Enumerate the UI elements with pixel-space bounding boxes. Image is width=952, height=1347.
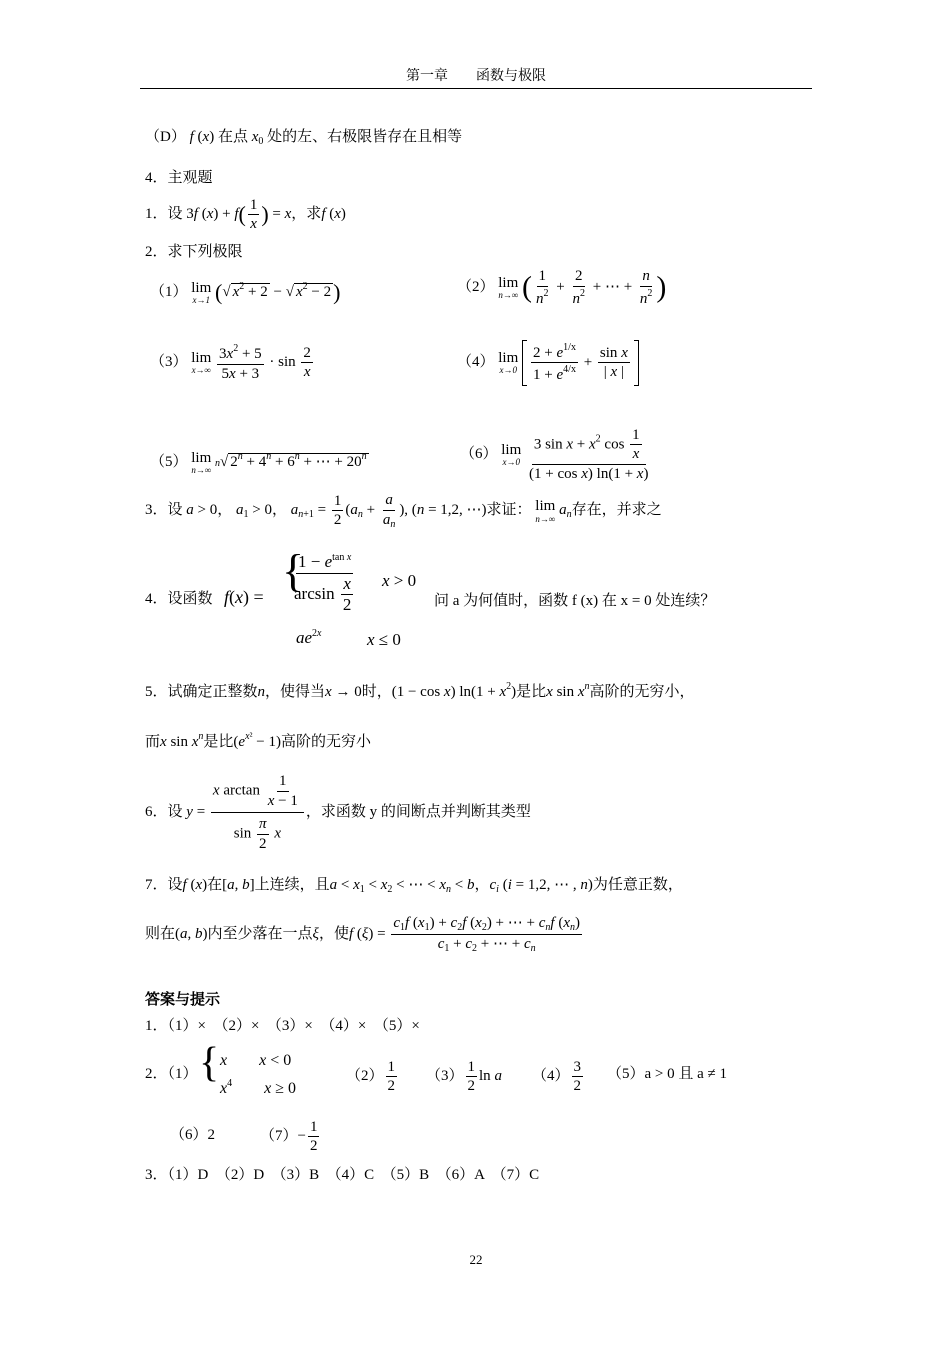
answers-row-3: 3．（1）D （2）D （3）B （4）C （5）B （6）A （7）C xyxy=(145,1167,540,1183)
option-d-label: （D） xyxy=(145,129,186,145)
limit-6: （6） lim x→0 3 $\sin x + x^2$ cos $\frac{1}{x}$ (1 + cos x) ln(1 + x) xyxy=(460,426,649,482)
brace-icon: { xyxy=(199,1040,220,1086)
answers-row-1: 1．（1）× （2）× （3）× （4）× （5）× xyxy=(145,1018,420,1034)
problem-7-line-1: 7．设f (x)在[a, b]上连续，且$a < x_1 < x_2$ < ⋯ < $x_n < b$，$c_i$ (i = 1,2, ⋯ , n)为任意正数， xyxy=(145,877,683,895)
answer-2-5: （5）a > 0 且 a ≠ 1 xyxy=(607,1066,728,1082)
answer-2-7: （7）− $\frac{1}{2}$ xyxy=(260,1118,318,1155)
limit-5: （5） lim n→∞ n√ $2^n + 4^n + 6^n$ + ⋯ + $20^n$ xyxy=(150,449,367,476)
limit-2: （2） lim n→∞ ( $\frac{1}{n^2}$ + $\frac{2}{n^2}$ + ⋯ + $\frac{n}{n^2}$ ) xyxy=(457,268,667,307)
limit-3: （3） lim x→∞ $\frac{3x^2 + 5}{5x + 3}$ · sin $\frac{2}{x}$ xyxy=(150,343,311,382)
problem-3: 3．设 a > 0， $a_1 > 0$， $a_{n+1}$ = $\frac{1}{2}$ ($a_n$ + $\frac{a}{a_n}$ ), (n = 1,2, ⋯)求证： lim n→∞ $a_n$存在，并求之 xyxy=(145,492,662,530)
answers-title: 答案与提示 xyxy=(145,992,221,1008)
problem-5-line-1: 5．试确定正整数n，使得当x → 0时，(1 − cos x) $\ln(1 + x^2)$是比x $\sin x^n$高阶的无穷小， xyxy=(145,681,695,700)
piecewise-case-2: $ae^{2x}$ xyxy=(296,628,322,647)
answer-piecewise-1: x x < 0 xyxy=(220,1052,292,1069)
page-number: 22 xyxy=(469,1252,483,1267)
answer-2-2: （2） $\frac{1}{2}$ xyxy=(346,1058,396,1095)
piecewise-cond-2: x ≤ 0 xyxy=(367,630,401,649)
answer-piecewise-2: $x^4$ x ≥ 0 xyxy=(220,1078,297,1097)
answer-2-4: （4） $\frac{3}{2}$ xyxy=(532,1058,582,1095)
piecewise-cond-1: x > 0 xyxy=(382,571,417,590)
header-divider xyxy=(140,88,812,89)
option-d: （D） f (x) 在点 $x_0$ 处的左、右极限皆存在且相等 xyxy=(145,129,463,147)
limit-1: （1） lim x→1 (√ $x^2 + 2$ − √ $x^2 - 2$) xyxy=(150,279,341,306)
problem-4-label: 4．设函数 xyxy=(145,591,213,607)
piecewise-case-1: $1 - e^{tan x}$ arcsin $\frac{x}{2}$ xyxy=(294,552,352,615)
problem-4-question: 问 a 为何值时，函数 f (x) 在 x = 0 处连续？ xyxy=(434,593,716,609)
problem-5-line-2: 而x $\sin x^n$是比$(e^{x^2} - 1)$高阶的无穷小 xyxy=(145,731,371,750)
problem-7-line-2: 则在(a, b)内至少落在一点ξ，使f (ξ) = $\frac{c_1f (x_1) + c_2f (x_2) + \cdots + c_nf (x_n)}{c_1 + c_2 + \cdots + c_n}$ xyxy=(145,915,580,955)
page-header-title: 第一章 函数与极限 xyxy=(406,69,546,84)
problem-4-func: f(x) = xyxy=(224,587,264,607)
problem-1: 1．设 3f (x) + f( $\frac{1}{x}$ ) = x，求f (x) xyxy=(145,196,346,233)
brace-icon: { xyxy=(282,545,305,596)
answer-2-6: （6）2 xyxy=(170,1127,216,1143)
problem-2-title: 2．求下列极限 xyxy=(145,244,243,260)
limit-4: （4） lim x→0 $\frac{2 + e^{1/x}}{1 + e^{4/x}}$ + $\frac{\text{sin x}}{| x |}$ xyxy=(457,332,639,392)
answer-2-3: （3） $\frac{1}{2}$ ln a xyxy=(426,1058,502,1095)
answers-row-2-label: 2．（1） xyxy=(145,1066,198,1082)
problem-6: 6．设 y = x arctan $\frac{1}{x - 1}$ sin $\frac{\pi}{2}$ x ，求函数 y 的间断点并判断其类型 xyxy=(145,773,531,852)
section-title: 4．主观题 xyxy=(145,170,213,186)
